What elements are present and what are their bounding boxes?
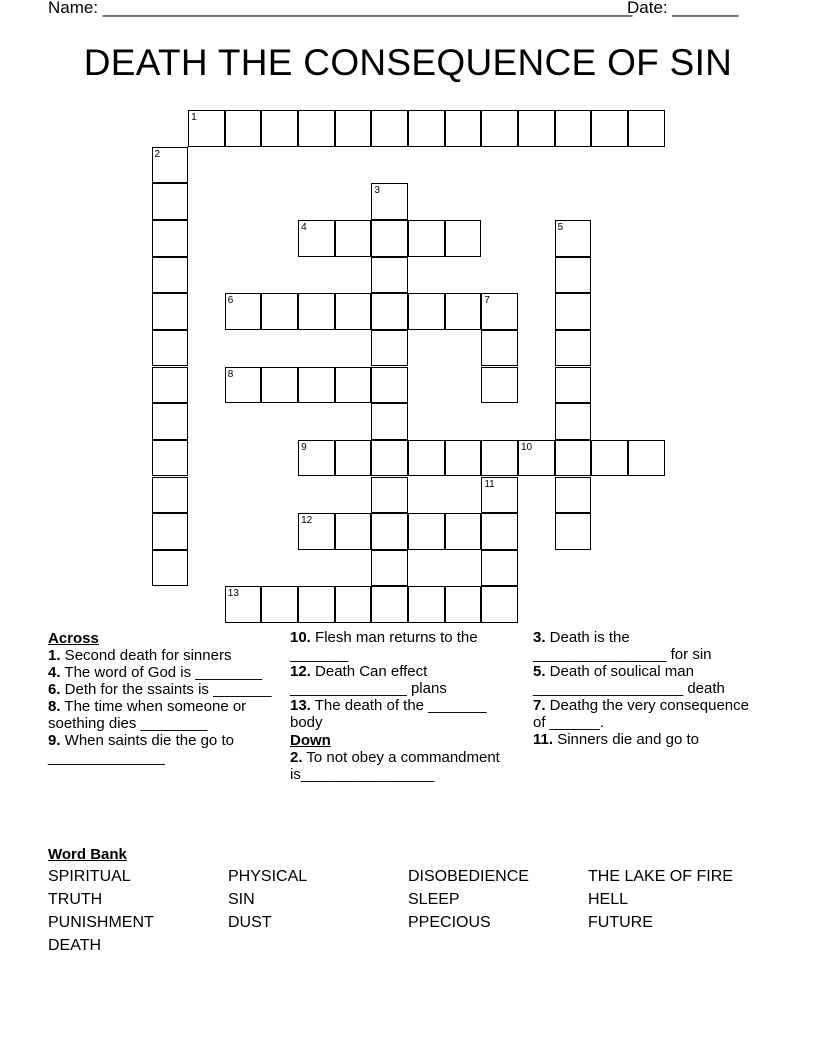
clue-number: 2 bbox=[154, 148, 161, 160]
word-bank-item: DEATH bbox=[48, 937, 102, 954]
grid-cell[interactable] bbox=[445, 440, 482, 477]
grid-cell[interactable] bbox=[408, 513, 445, 550]
grid-cell[interactable] bbox=[445, 220, 482, 257]
grid-cell[interactable] bbox=[152, 293, 189, 330]
clue-across-10: 10. Flesh man returns to the _______ bbox=[290, 629, 478, 663]
grid-cell[interactable] bbox=[261, 293, 298, 330]
grid-cell[interactable] bbox=[481, 586, 518, 623]
grid-cell[interactable] bbox=[225, 293, 262, 330]
grid-cell[interactable] bbox=[408, 440, 445, 477]
grid-cell[interactable] bbox=[298, 440, 335, 477]
word-bank-title: Word Bank bbox=[48, 846, 127, 863]
grid-cell[interactable] bbox=[335, 367, 372, 404]
clue-across-6: 6. Deth for the ssaints is _______ bbox=[48, 681, 272, 698]
grid-cell[interactable] bbox=[518, 440, 555, 477]
clue-number: 1 bbox=[191, 112, 197, 123]
clue-number: 4 bbox=[301, 221, 307, 233]
grid-cell[interactable] bbox=[371, 550, 408, 587]
word-bank-item: DUST bbox=[228, 914, 272, 931]
grid-cell[interactable] bbox=[261, 586, 298, 623]
grid-cell[interactable] bbox=[481, 330, 518, 367]
clue-down-3: 3. Death is the ________________ for sin bbox=[533, 629, 712, 663]
grid-cell[interactable] bbox=[555, 513, 592, 550]
grid-cell[interactable] bbox=[298, 367, 335, 404]
grid-cell[interactable] bbox=[152, 147, 189, 184]
clue-across-9: 9. When saints die the go to ______________ bbox=[48, 732, 234, 766]
word-bank-item: SIN bbox=[228, 891, 255, 908]
grid-cell[interactable] bbox=[298, 293, 335, 330]
clue-number: 7 bbox=[484, 295, 490, 307]
grid-cell[interactable] bbox=[371, 293, 408, 330]
word-bank-item: FUTURE bbox=[588, 914, 653, 931]
grid-cell[interactable] bbox=[335, 440, 372, 477]
grid-cell[interactable] bbox=[298, 110, 335, 147]
grid-cell[interactable] bbox=[335, 220, 372, 257]
grid-cell[interactable] bbox=[371, 586, 408, 623]
grid-cell[interactable] bbox=[335, 293, 372, 330]
grid-cell[interactable] bbox=[188, 110, 225, 147]
clue-down-7: 7. Deathg the very consequence of ______. bbox=[533, 697, 749, 731]
clue-across-13: 13. The death of the _______ body bbox=[290, 697, 487, 731]
grid-cell[interactable] bbox=[445, 586, 482, 623]
grid-cell[interactable] bbox=[335, 110, 372, 147]
word-bank-item: SLEEP bbox=[408, 891, 460, 908]
grid-cell[interactable] bbox=[408, 220, 445, 257]
clue-across-12: 12. Death Can effect ______________ plans bbox=[290, 663, 447, 697]
clue-number: 9 bbox=[301, 441, 307, 453]
clue-number: 8 bbox=[227, 368, 234, 380]
word-bank-item: DISOBEDIENCE bbox=[408, 868, 529, 885]
grid-cell[interactable] bbox=[481, 110, 518, 147]
grid-cell[interactable] bbox=[555, 293, 592, 330]
grid-cell[interactable] bbox=[371, 513, 408, 550]
grid-cell[interactable] bbox=[445, 513, 482, 550]
clue-number: 13 bbox=[227, 588, 239, 600]
grid-cell[interactable] bbox=[371, 403, 408, 440]
grid-cell[interactable] bbox=[555, 403, 592, 440]
grid-cell[interactable] bbox=[555, 330, 592, 367]
grid-cell[interactable] bbox=[298, 220, 335, 257]
grid-cell[interactable] bbox=[628, 110, 665, 147]
name-field[interactable]: Name: ________________________________________________________ bbox=[48, 0, 633, 17]
grid-cell[interactable] bbox=[481, 513, 518, 550]
clues-column-2 bbox=[290, 629, 515, 783]
clue-number: 12 bbox=[301, 515, 313, 527]
grid-cell[interactable] bbox=[408, 293, 445, 330]
grid-cell[interactable] bbox=[152, 477, 189, 514]
grid-cell[interactable] bbox=[555, 110, 592, 147]
word-bank-item: PUNISHMENT bbox=[48, 914, 154, 931]
word-bank-item: SPIRITUAL bbox=[48, 868, 131, 885]
grid-cell[interactable] bbox=[408, 110, 445, 147]
grid-cell[interactable] bbox=[335, 513, 372, 550]
grid-cell[interactable] bbox=[152, 183, 189, 220]
word-bank-item: TRUTH bbox=[48, 891, 103, 908]
page-title: DEATH THE CONSEQUENCE OF SIN bbox=[83, 42, 733, 83]
grid-cell[interactable] bbox=[445, 293, 482, 330]
grid-cell[interactable] bbox=[152, 220, 189, 257]
grid-cell[interactable] bbox=[371, 477, 408, 514]
grid-cell[interactable] bbox=[481, 440, 518, 477]
across-heading: Across bbox=[48, 630, 99, 647]
grid-cell[interactable] bbox=[371, 330, 408, 367]
clue-number: 6 bbox=[227, 295, 234, 307]
grid-cell[interactable] bbox=[298, 513, 335, 550]
grid-cell[interactable] bbox=[371, 183, 408, 220]
grid-cell[interactable] bbox=[555, 220, 592, 257]
grid-cell[interactable] bbox=[225, 586, 262, 623]
grid-cell[interactable] bbox=[335, 586, 372, 623]
clues-column-3 bbox=[533, 629, 753, 748]
grid-cell[interactable] bbox=[628, 440, 665, 477]
grid-cell[interactable] bbox=[225, 367, 262, 404]
clue-down-2: 2. To not obey a commandment is________________ bbox=[290, 749, 500, 783]
grid-cell[interactable] bbox=[371, 367, 408, 404]
grid-cell[interactable] bbox=[481, 550, 518, 587]
grid-cell[interactable] bbox=[152, 330, 189, 367]
clue-across-1: 1. Second death for sinners bbox=[48, 647, 232, 664]
grid-cell[interactable] bbox=[481, 477, 518, 514]
grid-cell[interactable] bbox=[152, 440, 189, 477]
grid-cell[interactable] bbox=[555, 440, 592, 477]
grid-cell[interactable] bbox=[408, 586, 445, 623]
grid-cell[interactable] bbox=[298, 586, 335, 623]
grid-cell[interactable] bbox=[555, 477, 592, 514]
grid-cell[interactable] bbox=[555, 367, 592, 404]
clue-across-4: 4. The word of God is ________ bbox=[48, 664, 263, 681]
clue-down-5: 5. Death of soulical man __________________ death bbox=[533, 663, 725, 697]
word-bank-item: PHYSICAL bbox=[228, 868, 308, 885]
grid-cell[interactable] bbox=[371, 257, 408, 294]
grid-cell[interactable] bbox=[371, 110, 408, 147]
grid-cell[interactable] bbox=[152, 550, 189, 587]
clue-number: 5 bbox=[557, 221, 564, 233]
word-bank-item: THE LAKE OF FIRE bbox=[588, 868, 733, 885]
clue-across-8: 8. The time when someone or soething dies ________ bbox=[48, 698, 247, 732]
grid-cell[interactable] bbox=[152, 257, 189, 294]
grid-cell[interactable] bbox=[591, 440, 628, 477]
clue-number: 11 bbox=[484, 478, 495, 490]
grid-cell[interactable] bbox=[225, 110, 262, 147]
grid-cell[interactable] bbox=[481, 367, 518, 404]
clue-number: 10 bbox=[521, 441, 533, 453]
word-bank-item: PPECIOUS bbox=[408, 914, 491, 931]
word-bank-item: HELL bbox=[588, 891, 629, 908]
grid-cell[interactable] bbox=[261, 110, 298, 147]
grid-cell[interactable] bbox=[555, 257, 592, 294]
grid-cell[interactable] bbox=[591, 110, 628, 147]
grid-cell[interactable] bbox=[152, 367, 189, 404]
clue-number: 3 bbox=[374, 185, 380, 197]
grid-cell[interactable] bbox=[518, 110, 555, 147]
grid-cell[interactable] bbox=[152, 403, 189, 440]
clues-column-1 bbox=[48, 629, 273, 766]
date-field[interactable]: Date: _______ bbox=[627, 0, 739, 17]
grid-cell[interactable] bbox=[371, 440, 408, 477]
down-heading: Down bbox=[290, 732, 331, 749]
grid-cell[interactable] bbox=[261, 367, 298, 404]
grid-cell[interactable] bbox=[152, 513, 189, 550]
grid-cell[interactable] bbox=[371, 220, 408, 257]
grid-cell[interactable] bbox=[481, 293, 518, 330]
grid-cell[interactable] bbox=[445, 110, 482, 147]
clue-down-11: 11. Sinners die and go to bbox=[533, 731, 699, 748]
